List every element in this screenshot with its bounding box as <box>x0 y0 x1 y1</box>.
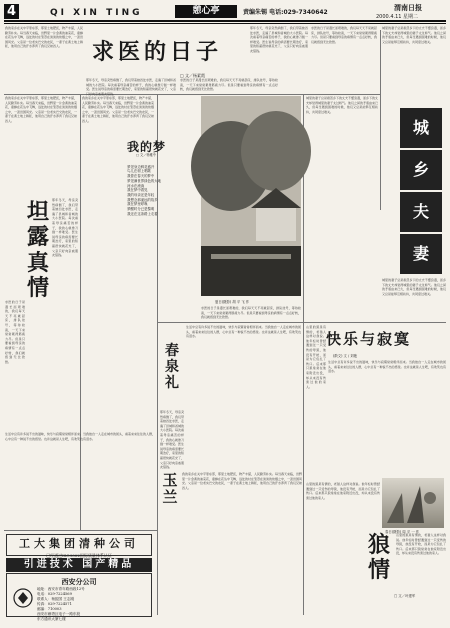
ad-branch-line: 电话：029-7224569 <box>37 592 72 596</box>
column-divider <box>380 30 381 210</box>
ad-technology-banner: 引进技术 国产精品 <box>6 558 152 572</box>
ad-company-title: 工大集团清种公司 <box>19 537 139 550</box>
article-text: 那年冬天，母亲突然病倒了，我们带着她四处求医，走遍了县城和省城的大小医院。每次看着母亲痛苦的样子，我的心就像刀割一样难受。医生说母亲的病需要长期治疗，家里的积蓄很快就花光了，父亲只好向亲戚朋友借钱。 <box>160 410 185 470</box>
left-article-title: 坦露真情 <box>26 199 49 301</box>
ad-branch-line: 邮编：710003 <box>37 607 62 611</box>
city-wife-title-char: 城 <box>400 108 442 148</box>
poem-body <box>125 160 200 340</box>
article-text: 求医的日子是漫长而艰难的，我们每天天不亮就起床，排队挂号，等待检查，一天下来常常累得筋疲力尽。但是只要看到母亲的病情有一点点好转，我们就感到无比欣慰。 <box>201 306 301 320</box>
wolf-article-byline: □ 文／叶建军 <box>394 594 416 598</box>
issue-date: 2000.4.11 星期二 <box>376 14 419 20</box>
happy-article-title: 快乐与寂寞 <box>326 330 412 348</box>
article-text: 我的家乡在关中平原东部，那里土地肥沃，物产丰富，人民勤劳朴实。每当春天来临，田野里一片金黄的油菜花，蜜蜂在花丛中飞舞，远处的村庄笼罩在淡淡的炊烟之中，一派田园风光。父亲是一位老实巴交的农民，一辈子在黄土地上耕耘，他用自己的汗水养育了我们兄妹四人。 <box>82 96 155 123</box>
main-photo <box>201 96 301 296</box>
header-rule <box>4 20 446 22</box>
photo-scene <box>382 478 444 528</box>
city-wife-title-char: 妻 <box>400 234 442 274</box>
editor-phone: 责编朱锡 电话:029-7340642 <box>243 9 328 16</box>
main-article-title: 求医的日子 <box>92 39 223 65</box>
article-text: 求医的日子是漫长而艰难的，我们每天天不亮就起床，排队挂号，等待检查，一天下来常常累得筋疲力尽。但是只要看到母亲的病情有一点点好转，我们就感到无比欣慰。 <box>5 300 25 364</box>
poem-line: 我还在这条路上走着 <box>127 211 158 216</box>
article-text: 那年冬天，母亲突然病倒了，我们带着她四处求医，走遍了县城和省城的大小医院。每次看着母亲痛苦的样子，我的心就像刀割一样难受。医生说母亲的病需要长期治疗，家里的积蓄很快就花光了，父亲只好向亲戚朋友借钱。 <box>250 26 308 53</box>
ad-branch-title: 西安分公司 <box>61 578 97 586</box>
article-text: 我的家乡在关中平原东部，那里土地肥沃，物产丰富，人民勤劳朴实。每当春天来临，田野里一片金黄的油菜花，蜜蜂在花丛中飞舞，远处的村庄笼罩在淡淡的炊烟之中，一派田园风光。父亲是一位老实巴交的农民，一辈子在黄土地上耕耘，他用自己的汗水养育了我们兄妹四人。 <box>5 26 84 49</box>
section-divider <box>4 530 157 531</box>
ad-branch-line: 东方通讯大厦七楼 <box>37 617 66 621</box>
main-article-byline: □ 文／杨素霞 <box>180 73 206 78</box>
article-text: 生活中总有许多说不出的滋味，快乐与寂寞常常相伴而来。当我独自一人走在城市的街头，看着来来往往的人群，心中总有一种说不出的感觉。也许这就是人生吧，有欢笑也有泪水。 <box>186 325 301 339</box>
ad-company-subtitle: 已经通过ISO9002国际质量体系认证 <box>46 553 112 558</box>
yulan-title: 玉兰 <box>162 471 178 507</box>
city-wife-title-char: 夫 <box>400 192 442 232</box>
company-logo-icon <box>13 588 33 608</box>
main-photo-caption: 夏日(摄影) 胡 平 飞 作 <box>215 300 250 304</box>
poem-line: 我在梦中看见 <box>127 188 148 193</box>
spring-photo-caption: 春日(摄影) 周 平 一 作 <box>385 530 420 534</box>
spring-photo <box>382 478 444 528</box>
article-text: 城里的妻子总是抱怨乡下的丈夫不懂浪漫，而乡下的丈夫却觉得城里的妻子太过娇气。他们之间的矛盾由来已久，但每当遇到困难的时候，他们又总是能够互相扶持，共同度过难关。 <box>382 26 446 44</box>
article-text: 生活中总有许多说不出的滋味，快乐与寂寞常常相伴而来。当我独自一人走在城市的街头，看着来来往往的人群，心中总有一种说不出的感觉。也许这就是人生吧，有欢笑也有泪水。 <box>5 432 156 441</box>
photo-scene <box>201 96 301 296</box>
article-text: 生活中总有许多说不出的滋味，快乐与寂寞常常相伴而来。当我独自一人走在城市的街头，看着来来往往的人群，心中总有一种说不出的感觉。也许这就是人生吧，有欢笑也有泪水。 <box>328 360 446 374</box>
poem-line: 我的母亲还是年轻 <box>127 192 155 197</box>
spring-title: 春泉礼 <box>165 343 179 392</box>
article-text: 城里的妻子总是抱怨乡下的丈夫不懂浪漫，而乡下的丈夫却觉得城里的妻子太过娇气。他们之间的矛盾由来已久，但每当遇到困难的时候，他们又总是能够互相扶持，共同度过难关。 <box>382 278 446 296</box>
section-divider <box>4 94 380 95</box>
ad-branch-line: 传真：029-7224571 <box>37 602 72 606</box>
ad-branch-line: 地址：西安市青年路西段12号 <box>37 587 85 591</box>
ad-branch-line: 联系人：杨振国 王志刚 <box>37 597 75 601</box>
happy-article-byline: (散文) 文 / 刘艳 <box>333 354 357 358</box>
poem-line: 我想念那遥远的故乡 <box>127 197 158 202</box>
article-text: 求医的日子是漫长而艰难的，我们每天天不亮就起床，排队挂号，等待检查，一天下来常常累得筋疲力尽。但是只要看到母亲的病情有一点点好转，我们就感到无比欣慰。 <box>180 78 278 92</box>
poem-line: 我曾在春天的梦中 <box>127 174 155 179</box>
ad-branch-line: 西安市雁塔区电子一路东段 <box>37 612 81 616</box>
poem-author: □ 文／杨雅中 <box>136 153 156 157</box>
article-text: 城里的妻子总是抱怨乡下的丈夫不懂浪漫，而乡下的丈夫却觉得城里的妻子太过娇气。他们之间的矛盾由来已久，但每当遇到困难的时候，他们又总是能够互相扶持，共同度过难关。 <box>306 96 379 114</box>
article-text: 山里的狼是有情的，老猎人这样对我说。他年轻时曾经遇到过一只受伤的母狼，他没有开枪，而是为它包扎了伤口。后来那只狼常常在他家附近出没，却从来没有伤害过他的家人。 <box>396 533 446 556</box>
article-text: 山里的狼是有情的，老猎人这样对我说。他年轻时曾经遇到过一只受伤的母狼，他没有开枪，而是为它包扎了伤口。后来那只狼常常在他家附近出没，却从来没有伤害过他的家人。 <box>306 325 326 389</box>
article-text: 山里的狼是有情的，老猎人这样对我说。他年轻时曾经遇到过一只受伤的母狼，他没有开枪，而是为它包扎了伤口。后来那只狼常常在他家附近出没，却从来没有伤害过他的家人。 <box>306 482 380 500</box>
poem-line: 我在梦里呼唤 <box>127 202 148 207</box>
section-title: 憩心亭 <box>175 5 237 18</box>
wolf-article-title: 狼情 <box>367 532 390 584</box>
section-pinyin: QI XIN TING <box>50 8 143 18</box>
article-text: 那年冬天，母亲突然病倒了，我们带着她四处求医，走遍了县城和省城的大小医院。每次看着母亲痛苦的样子，我的心就像刀割一样难受。医生说母亲的病需要长期治疗，家里的积蓄很快就花光了，父亲只好向亲戚朋友借钱。 <box>86 78 177 96</box>
article-text: 求医的日子是漫长而艰难的，我们每天天不亮就起床，排队挂号，等待检查，一天下来常常累得筋疲力尽。但是只要看到母亲的病情有一点点好转，我们就感到无比欣慰。 <box>311 26 378 44</box>
article-text: 我的家乡在关中平原东部，那里土地肥沃，物产丰富，人民勤劳朴实。每当春天来临，田野里一片金黄的油菜花，蜜蜂在花丛中飞舞，远处的村庄笼罩在淡淡的炊烟之中，一派田园风光。父亲是一位老实巴交的农民，一辈子在黄土地上耕耘，他用自己的汗水养育了我们兄妹四人。 <box>182 472 303 490</box>
ad-branch <box>6 573 152 621</box>
article-text: 那年冬天，母亲突然病倒了，我们带着她四处求医，走遍了县城和省城的大小医院。每次看着母亲痛苦的样子，我的心就像刀割一样难受。医生说母亲的病需要长期治疗，家里的积蓄很快就花光了，父亲只好向亲戚朋友借钱。 <box>52 198 78 258</box>
poem-line: 梦见满世界绿色的大地 <box>127 178 162 183</box>
page-number: 4 <box>4 4 19 19</box>
ad-company <box>6 534 152 556</box>
article-text: 我的家乡在关中平原东部，那里土地肥沃，物产丰富，人民勤劳朴实。每当春天来临，田野里一片金黄的油菜花，蜜蜂在花丛中飞舞，远处的村庄笼罩在淡淡的炊烟之中，一派田园风光。父亲是一位老实巴交的农民，一辈子在黄土地上耕耘，他用自己的汗水养育了我们兄妹四人。 <box>5 96 78 123</box>
poem-line: 梦醒时分已是黎明 <box>127 207 155 212</box>
poem-title: 我的梦 <box>127 140 167 154</box>
header-rule-thin <box>4 23 446 24</box>
poem-line: 鸟儿在树上唱歌 <box>127 169 151 174</box>
city-wife-title-char: 乡 <box>400 150 442 190</box>
paper-name: 渭南日报 <box>394 3 422 12</box>
poem-line: 梦见身边鲜花盛开 <box>127 164 155 169</box>
poem-line: 河水在流淌 <box>127 183 145 188</box>
